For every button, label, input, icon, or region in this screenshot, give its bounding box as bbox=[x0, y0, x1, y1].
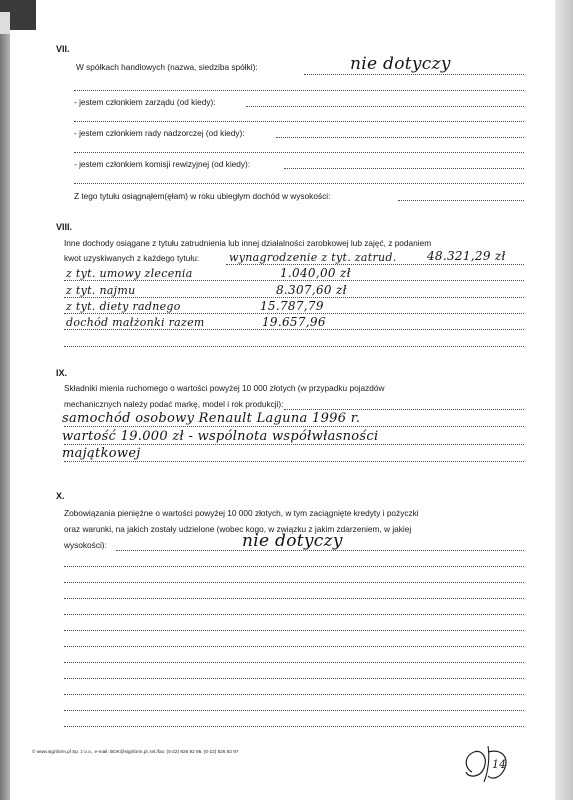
income-amount: 1.040,00 zł bbox=[280, 266, 351, 280]
answer-line bbox=[64, 646, 524, 647]
answer-line bbox=[74, 183, 524, 184]
answer-line bbox=[64, 710, 524, 711]
section-x-question-line3: wysokości): bbox=[64, 540, 107, 550]
answer-line bbox=[64, 426, 524, 427]
answer-line bbox=[74, 90, 524, 91]
answer-line bbox=[64, 662, 524, 663]
section-vii-handwritten-answer: nie dotyczy bbox=[350, 54, 451, 74]
answer-line bbox=[284, 168, 524, 169]
answer-line bbox=[74, 121, 524, 122]
income-amount: 8.307,60 zł bbox=[276, 283, 347, 297]
answer-line bbox=[398, 200, 524, 201]
answer-line bbox=[64, 598, 524, 599]
answer-line bbox=[64, 726, 524, 727]
section-x-question-line2: oraz warunki, na jakich zostały udzielone (wobec kogo, w związku z jakim zdarzeniem, w jakiej bbox=[64, 524, 412, 534]
scan-corner-notch bbox=[0, 12, 10, 34]
answer-line bbox=[64, 566, 524, 567]
answer-line bbox=[64, 614, 524, 615]
section-ix-question-line1: Składniki mienia ruchomego o wartości powyżej 10 000 złotych (w przypadku pojazdów bbox=[64, 383, 385, 393]
answer-line bbox=[64, 630, 524, 631]
answer-line bbox=[64, 297, 524, 298]
audit-committee-label: - jestem członkiem komisji rewizyjnej (od kiedy): bbox=[74, 159, 251, 169]
answer-line bbox=[64, 694, 524, 695]
answer-line bbox=[276, 137, 524, 138]
answer-line bbox=[246, 106, 524, 107]
section-ix-number: IX. bbox=[56, 368, 68, 378]
income-source: wynagrodzenie z tyt. zatrud. bbox=[229, 251, 397, 264]
section-x-handwritten-answer: nie dotyczy bbox=[242, 531, 343, 551]
board-member-label: - jestem członkiem zarządu (od kiedy): bbox=[74, 97, 216, 107]
page-number: 14 bbox=[492, 758, 506, 771]
answer-line bbox=[64, 329, 524, 330]
movable-asset-line: wartość 19.000 zł - wspólnota współwłasności bbox=[62, 429, 379, 444]
answer-line bbox=[64, 461, 524, 462]
answer-line bbox=[304, 74, 524, 75]
movable-asset-line: majątkowej bbox=[62, 446, 141, 461]
income-label: Z tego tytułu osiągnąłem(ęłam) w roku ubiegłym dochód w wysokości: bbox=[74, 191, 331, 201]
income-source: z tyt. umowy zlecenia bbox=[66, 267, 193, 280]
income-source: dochód małżonki razem bbox=[66, 316, 205, 329]
answer-line bbox=[64, 280, 524, 281]
income-source: z tyt. najmu bbox=[66, 284, 136, 297]
income-amount: 15.787,79 bbox=[260, 299, 324, 313]
section-vii-number: VII. bbox=[56, 44, 70, 54]
income-amount: 19.657,96 bbox=[262, 315, 326, 329]
answer-line bbox=[64, 582, 524, 583]
initials-signature bbox=[458, 738, 514, 786]
section-vii-intro: W spółkach handlowych (nazwa, siedziba spółki): bbox=[76, 62, 258, 72]
income-amount: 48.321,29 zł bbox=[427, 249, 506, 263]
answer-line bbox=[74, 152, 524, 153]
section-viii-question-line2: kwot uzyskiwanych z każdego tytułu: bbox=[64, 253, 200, 263]
income-source: z tyt. diety radnego bbox=[66, 300, 181, 313]
section-x-question-line1: Zobowiązania pieniężne o wartości powyżej 10 000 złotych, w tym zaciągnięte kredyty i pożyczki bbox=[64, 508, 419, 518]
section-viii-number: VIII. bbox=[56, 222, 73, 232]
answer-line bbox=[64, 678, 524, 679]
answer-line bbox=[226, 264, 524, 265]
supervisory-board-label: - jestem członkiem rady nadzorczej (od kiedy): bbox=[74, 128, 245, 138]
section-ix-question-line2: mechanicznych należy podać markę, model i rok produkcji): bbox=[64, 399, 284, 409]
answer-line bbox=[284, 409, 524, 410]
section-viii-question-line1: Inne dochody osiągane z tytułu zatrudnienia lub innej działalności zarobkowej lub zajęć, z podaniem bbox=[64, 238, 432, 248]
answer-line bbox=[64, 444, 524, 445]
answer-line bbox=[64, 313, 524, 314]
footer-text: © www.signform.pl Sp. z o.o., e-mail: BOK@signform.pl, tel./fax: (0-22) 826 92 95, (0-22) 826 92 97 bbox=[32, 749, 239, 754]
answer-line bbox=[64, 346, 524, 347]
scan-shadow-left bbox=[0, 0, 10, 800]
section-x-number: X. bbox=[56, 491, 65, 501]
movable-asset-line: samochód osobowy Renault Laguna 1996 r. bbox=[62, 411, 361, 426]
scan-shadow-right bbox=[555, 0, 573, 800]
